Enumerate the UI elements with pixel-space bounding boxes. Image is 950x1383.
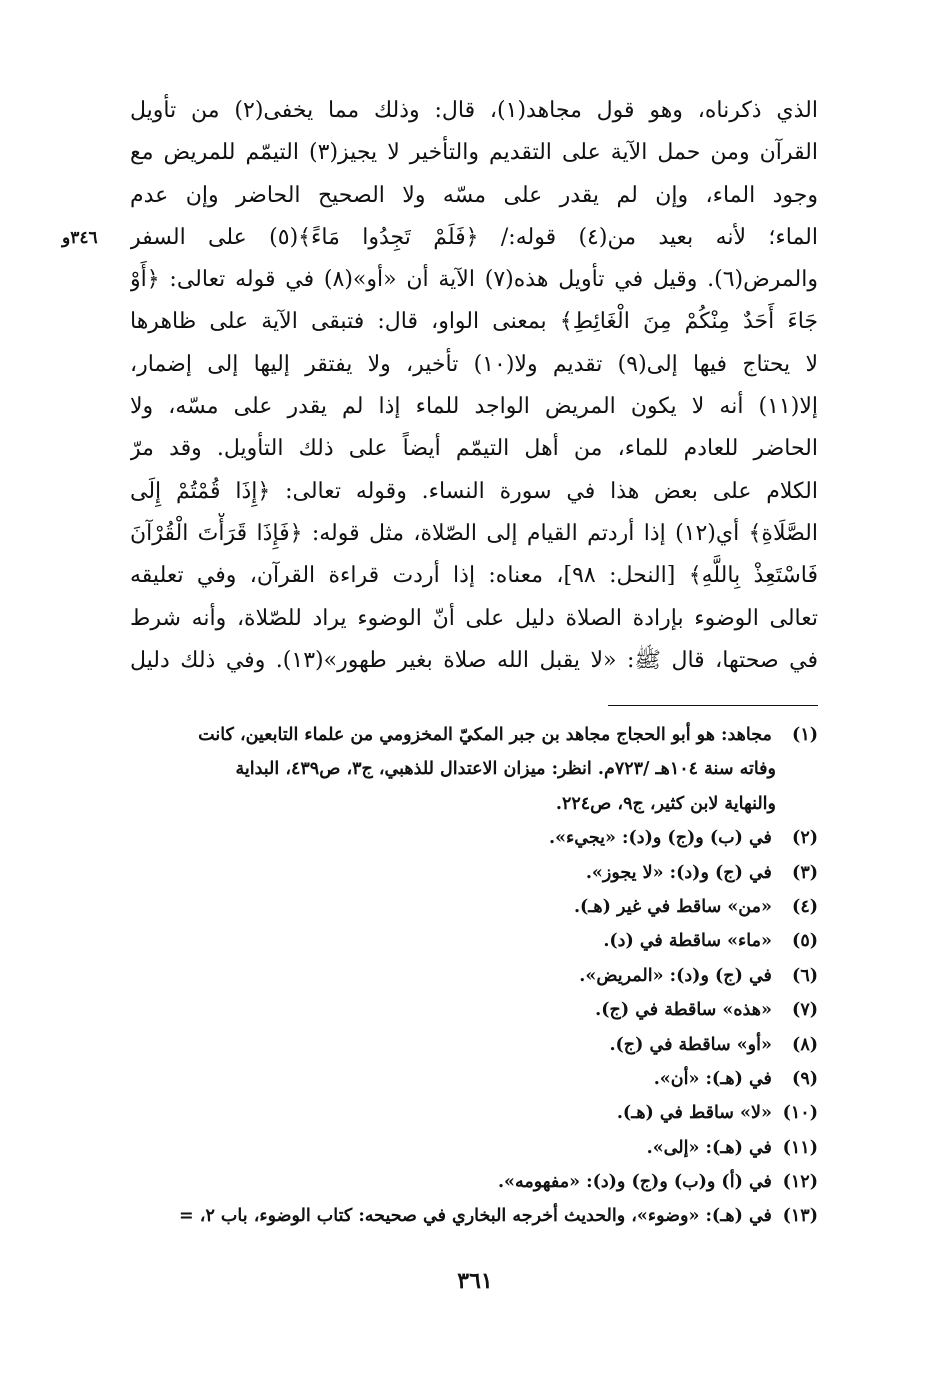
footnote-number: (١١): [782, 1137, 818, 1158]
main-text-line: الكلام على بعض هذا في سورة النساء. وقوله تعالى: ﴿إِذَا قُمْتُمْ إِلَى: [130, 478, 818, 504]
main-text-line: فَاسْتَعِذْ بِاللَّهِ﴾ [النحل: ٩٨]، معناه: إذا أردت قراءة القرآن، وفي تعليقه: [130, 563, 818, 589]
footnote-item: [100, 924, 818, 958]
footnote-text: «لا» ساقط في (هـ).: [616, 1103, 772, 1124]
main-text-line: تعالى الوضوء بإرادة الصلاة دليل على أنّ الوضوء يراد للصّلاة، وأنه شرط: [130, 605, 818, 631]
footnote-item: [100, 993, 818, 1027]
footnote-item: [100, 890, 818, 924]
main-text-line: إلا(١١) أنه لا يكون المريض الواجد للماء إذا لم يقدر على مسّه، ولا: [130, 394, 818, 420]
footnote-item: [100, 1165, 818, 1199]
footnote-item: [100, 1028, 818, 1062]
footnote-continuation: [100, 752, 818, 786]
footnote-number: (١٠): [782, 1103, 818, 1124]
footnote-number: (٨): [792, 1034, 818, 1055]
footnote-number: (٦): [792, 965, 818, 986]
footnote-text: «أو» ساقطة في (ج).: [609, 1034, 772, 1055]
footnote-text: وفاته سنة ١٠٤هـ /٧٢٣م. انظر: ميزان الاعتدال للذهبي، ج٣، ص٤٣٩، البداية: [235, 759, 776, 780]
footnote-text: في (ج) و(د): «المريض».: [579, 965, 772, 986]
main-text-line: وجود الماء، وإن لم يقدر على مسّه ولا الصحيح الحاضر وإن عدم: [130, 182, 818, 208]
footnote-text: «من» ساقط في غير (هـ).: [573, 896, 772, 917]
footnote-separator: [608, 705, 818, 706]
footnote-number: (١٣): [782, 1206, 818, 1227]
footnote-text: في (أ) و(ب) و(ج) و(د): «مفهومه».: [497, 1172, 772, 1193]
footnote-text: «هذه» ساقطة في (ج).: [595, 1000, 772, 1021]
footnote-number: (٢): [792, 828, 818, 849]
footnote-item: [100, 1062, 818, 1096]
footnote-number: (٧): [792, 1000, 818, 1021]
footnote-number: (١): [792, 725, 818, 745]
main-text-line: الذي ذكرناه، وهو قول مجاهد(١)، قال: وذلك مما يخفى(٢) من تأويل: [130, 98, 818, 123]
main-text-body: [130, 90, 818, 682]
footnote-item: [100, 821, 818, 855]
footnote-number: (٣): [792, 862, 818, 883]
footnote-text: في (هـ): «أن».: [653, 1068, 772, 1089]
footnote-text: والنهاية لابن كثير، ج٩، ص٢٢٤.: [555, 793, 776, 814]
main-text-line: في صحتها، قال ﷺ: «لا يقبل الله صلاة بغير طهور»(١٣). وفي ذلك دليل: [130, 647, 818, 673]
footnote-number: (٥): [792, 931, 818, 952]
footnote-text: مجاهد: هو أبو الحجاج مجاهد بن جبر المكيّ المخزومي من علماء التابعين، كانت: [198, 725, 772, 745]
footnote-text: في (هـ): «إلى».: [646, 1137, 772, 1158]
footnote-number: (١٢): [782, 1172, 818, 1193]
main-text-line: والمرض(٦). وقيل في تأويل هذه(٧) الآية أن «أو»(٨) في قوله تعالى: ﴿أَوْ: [130, 267, 818, 293]
footnote-item: [100, 856, 818, 890]
page-number: ٣٦١: [457, 1268, 493, 1294]
footnote-text: في (هـ): «وضوء»، والحديث أخرجه البخاري في صحيحه: كتاب الوضوء، باب ٢، =: [179, 1206, 772, 1227]
footnote-text: «ماء» ساقطة في (د).: [603, 931, 772, 952]
footnote-text: في (ب) و(ج) و(د): «يجيء».: [549, 828, 772, 849]
main-text-line: الصَّلَاةِ﴾ أي(١٢) إذا أردتم القيام إلى الصّلاة، مثل قوله: ﴿فَإِذَا قَرَأْتَ الْقُرْآنَ: [130, 520, 818, 546]
footnote-text: في (ج) و(د): «لا يجوز».: [585, 862, 772, 883]
footnote-item: [100, 1199, 818, 1233]
footnote-continuation: [100, 787, 818, 821]
main-text-line: الحاضر للعادم للماء، من أهل التيمّم أيضاً على ذلك التأويل. وقد مرّ: [130, 436, 818, 462]
footnote-number: (٤): [792, 896, 818, 917]
main-text-line: لا يحتاج فيها إلى(٩) تقديم ولا(١٠) تأخير، ولا يفتقر إليها إلى إضمار،: [130, 351, 818, 377]
footnote-item: [100, 718, 818, 752]
footnote-item: [100, 1096, 818, 1130]
main-text-line: جَاءَ أَحَدٌ مِنْكُمْ مِنَ الْغَائِطِ﴾ بمعنى الواو، قال: فتبقى الآية على ظاهرها: [130, 309, 818, 335]
footnote-item: [100, 1131, 818, 1165]
footnote-item: [100, 959, 818, 993]
main-text-line: الماء؛ لأنه بعيد من(٤) قوله:/ ﴿فَلَمْ تَجِدُوا مَاءً﴾(٥) على السفر: [130, 224, 818, 250]
footnotes-section: [100, 718, 818, 1234]
footnote-number: (٩): [792, 1068, 818, 1089]
main-text-line: القرآن ومن حمل الآية على التقديم والتأخير لا يجيز(٣) التيمّم للمريض مع: [130, 140, 818, 166]
manuscript-folio-marker: ٣٤٦و: [62, 228, 98, 248]
